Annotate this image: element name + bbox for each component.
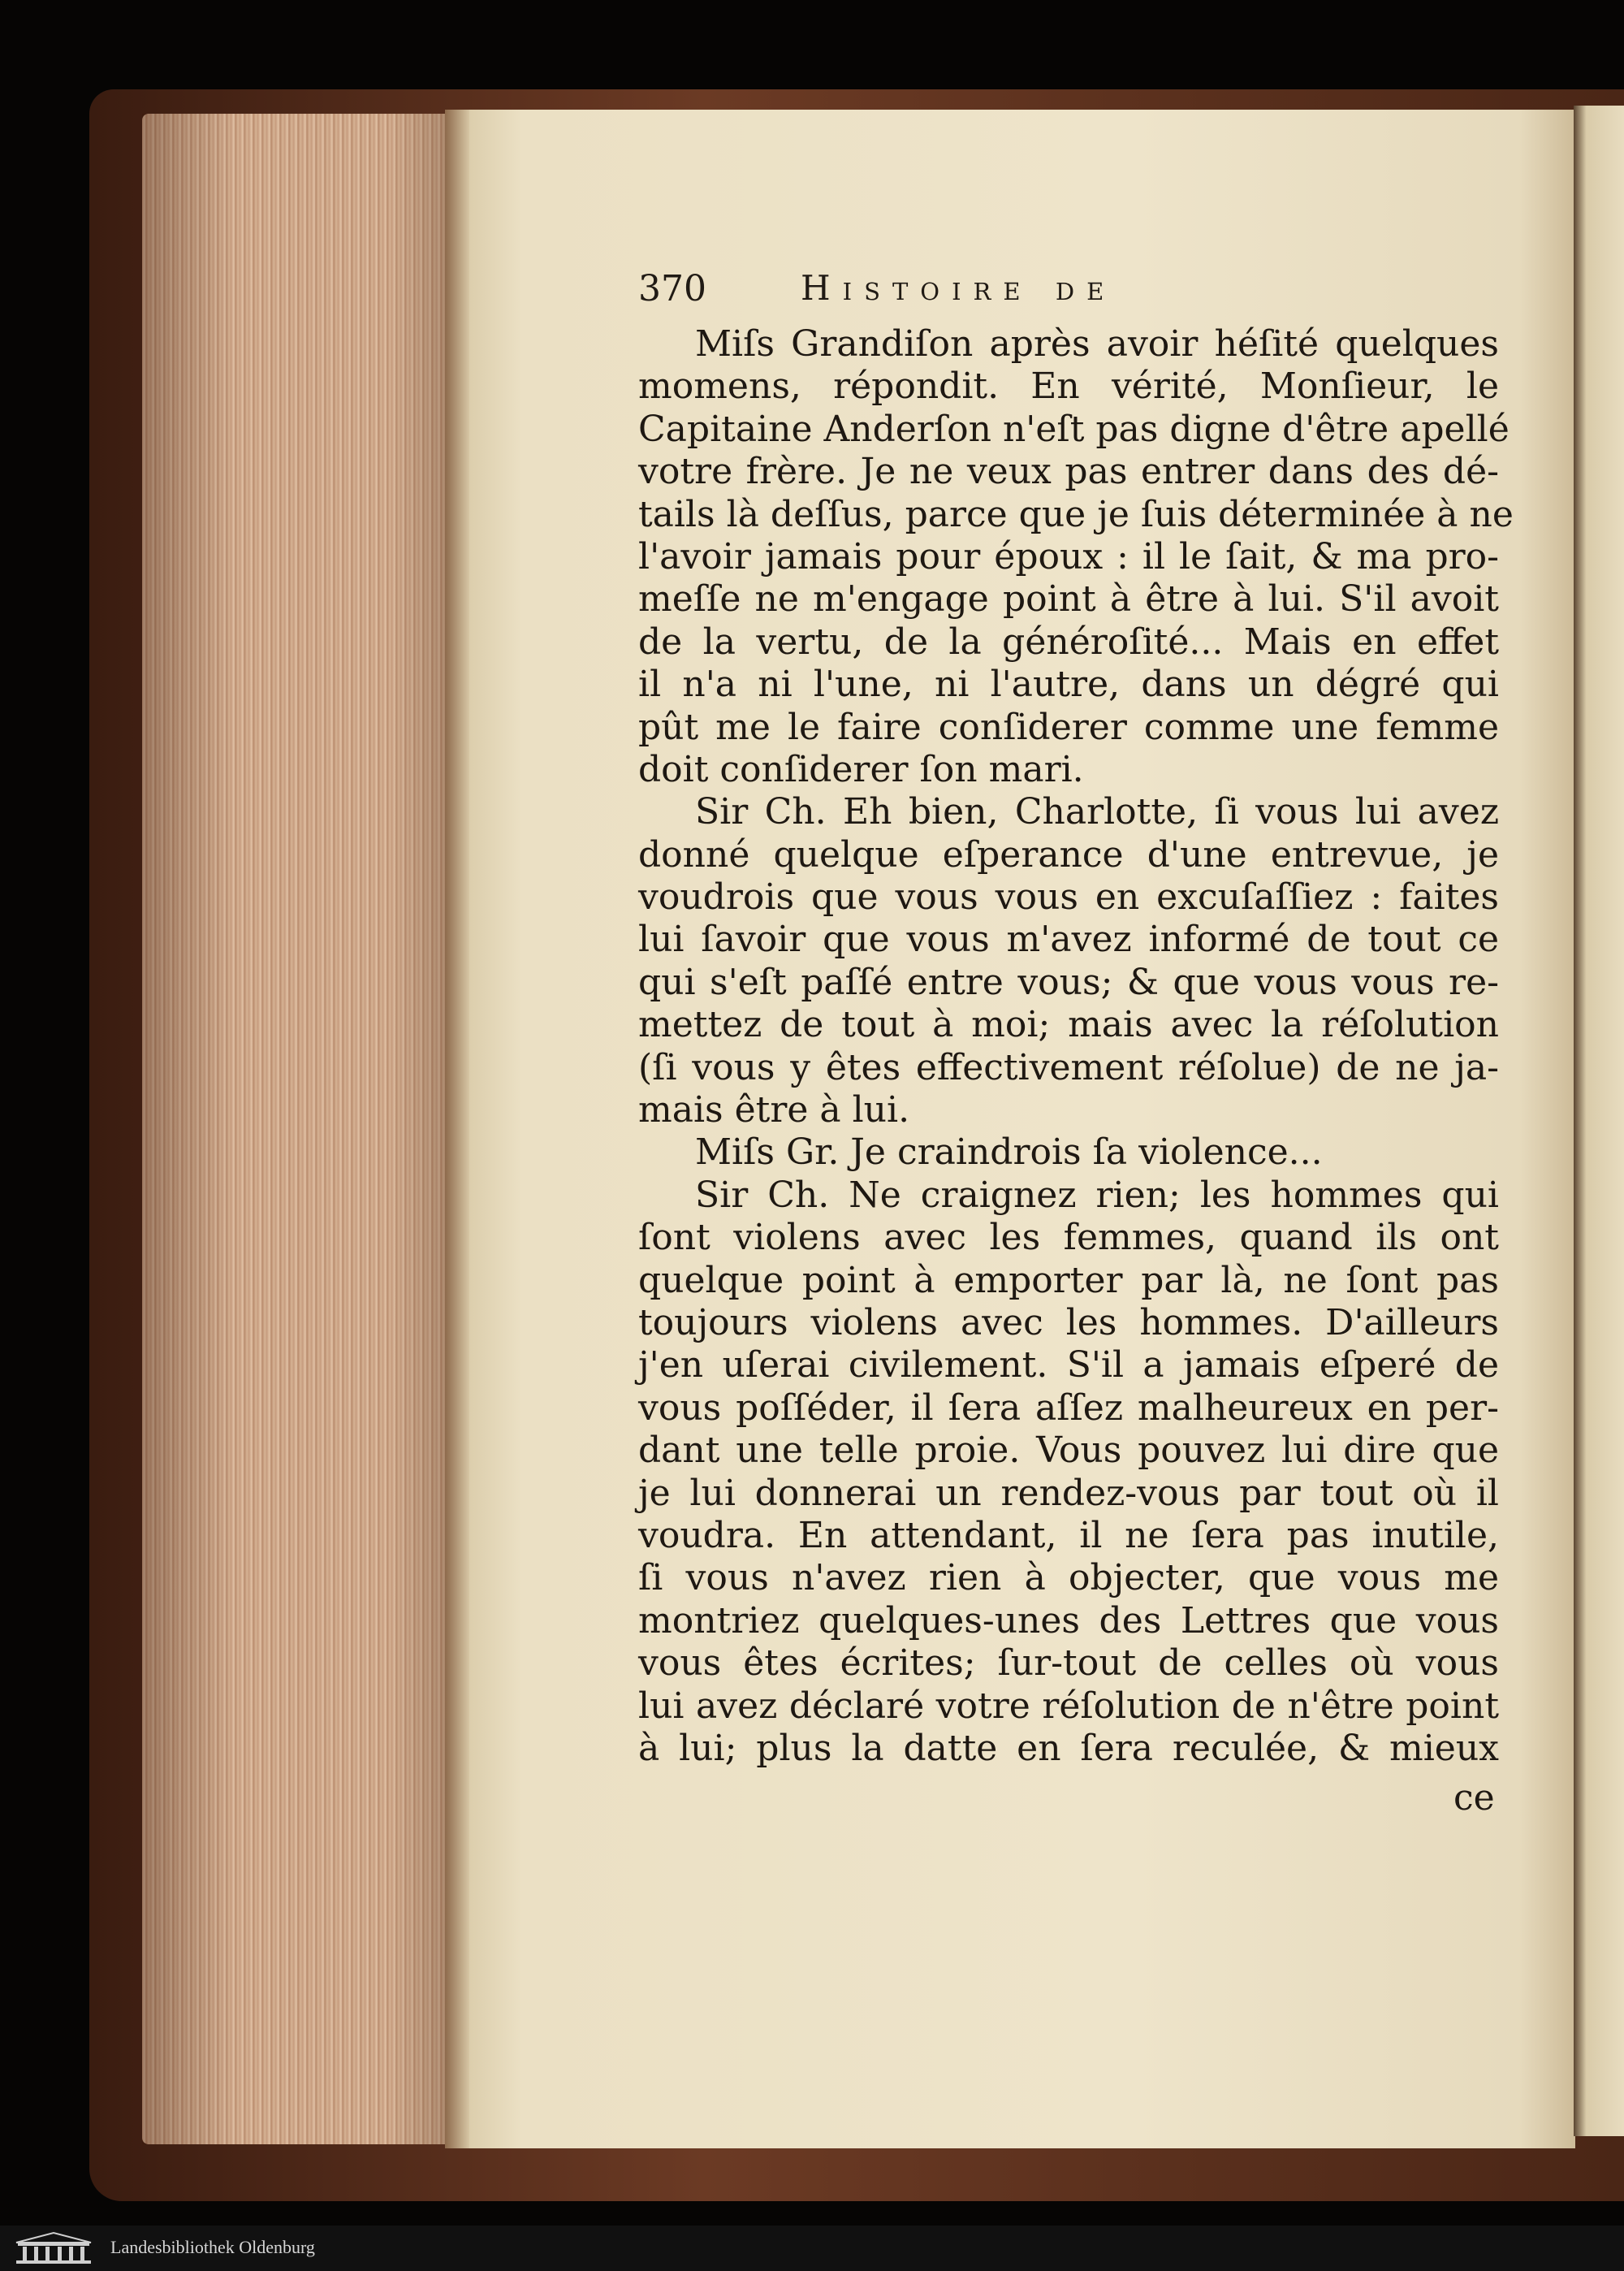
text-line: lui avez déclaré votre réſolution de n'être point <box>638 1685 1499 1727</box>
facing-page-edge <box>1574 106 1624 2136</box>
text-line: Miſs Gr. Je craindrois ſa violence... <box>695 1131 1323 1174</box>
text-line: momens, répondit. En vérité, Monſieur, le <box>638 366 1499 408</box>
text-line: meſſe ne m'engage point à être à lui. S'il avoit <box>638 578 1499 621</box>
text-line: l'avoir jamais pour époux : il le ſait, & ma pro- <box>638 535 1499 577</box>
text-line: Capitaine Anderſon n'eſt pas digne d'être apellé <box>638 408 1510 450</box>
text-line: vous êtes écrites; ſur-tout de celles où vous <box>638 1642 1499 1685</box>
text-line: mettez de tout à moi; mais avec la réſolution <box>638 1004 1499 1046</box>
text-line: qui s'eſt paſſé entre vous; & que vous vous re- <box>638 961 1499 1003</box>
page-number: 370 <box>638 268 706 309</box>
text-line: donné quelque eſperance d'une entrevue, je <box>638 833 1499 876</box>
text-line: lui ſavoir que vous m'avez informé de tout ce <box>638 919 1499 961</box>
library-building-icon <box>11 2231 96 2265</box>
text-line: voudra. En attendant, il ne ſera pas inutile, <box>638 1514 1499 1556</box>
text-line: dant une telle proie. Vous pouvez lui dire que <box>638 1430 1499 1472</box>
page-gutter <box>445 110 469 2148</box>
text-line: mais être à lui. <box>638 1089 910 1131</box>
page-header <box>638 268 1499 317</box>
library-name: Landesbibliothek Oldenburg <box>110 2237 315 2257</box>
text-line: pût me le faire conſiderer comme une femme <box>638 706 1499 748</box>
text-line: (ſi vous y êtes effectivement réſolue) de ne ja- <box>638 1046 1499 1088</box>
text-line: tails là deſſus, parce que je ſuis déterminée à ne <box>638 493 1514 535</box>
running-head: Histoire de <box>801 268 1116 308</box>
text-line: je lui donnerai un rendez-vous par tout où il <box>638 1472 1499 1514</box>
text-line: de la vertu, de la généroſité... Mais en effet <box>638 621 1499 663</box>
library-footer <box>0 2226 1624 2271</box>
text-line: ſi vous n'avez rien à objecter, que vous me <box>638 1557 1499 1599</box>
text-line: votre frère. Je ne veux pas entrer dans des dé- <box>638 451 1499 493</box>
text-line: ſont violens avec les femmes, quand ils ont <box>638 1217 1499 1259</box>
text-line: quelque point à emporter par là, ne ſont pas <box>638 1259 1499 1301</box>
text-line: à lui; plus la datte en ſera reculée, & mieux <box>638 1727 1499 1769</box>
text-line: toujours violens avec les hommes. D'ailleurs <box>638 1301 1499 1343</box>
text-line: j'en uſerai civilement. S'il a jamais eſperé de <box>638 1344 1499 1386</box>
text-line: il n'a ni l'une, ni l'autre, dans un dégré qui <box>638 664 1499 706</box>
text-line: montriez quelques-unes des Lettres que vous <box>638 1599 1499 1642</box>
page-text <box>638 323 1514 1770</box>
page-edges <box>142 114 451 2144</box>
text-line: Miſs Grandiſon après avoir héſité quelques <box>695 323 1499 365</box>
text-line: doit conſiderer ſon mari. <box>638 748 1084 790</box>
text-line: vous poſſéder, il ſera aſſez malheureux en per- <box>638 1386 1499 1429</box>
text-line: voudrois que vous vous en excuſaſſiez : faites <box>638 876 1499 919</box>
text-line: Sir Ch. Eh bien, Charlotte, ſi vous lui avez <box>695 791 1499 833</box>
text-line: Sir Ch. Ne craignez rien; les hommes qui <box>695 1174 1499 1216</box>
catchword: ce <box>1453 1777 1495 1819</box>
